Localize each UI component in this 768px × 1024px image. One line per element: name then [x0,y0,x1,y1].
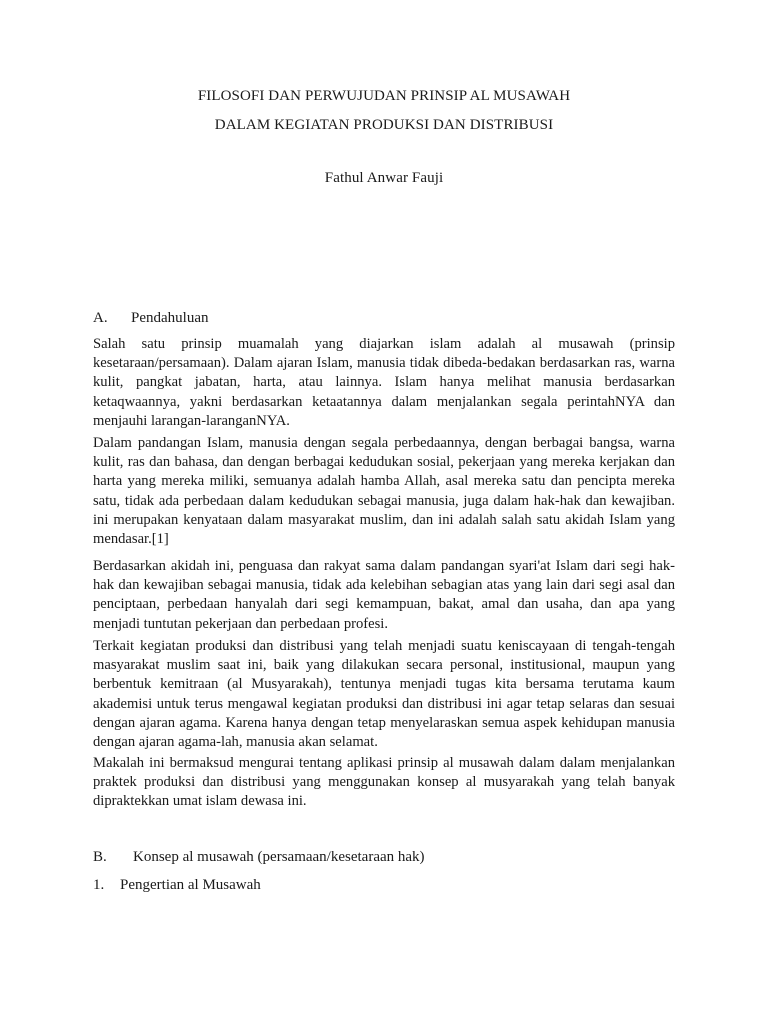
paragraph-1: Salah satu prinsip muamalah yang diajarkan islam adalah al musawah (prinsip kesetaraan/persamaan). Dalam ajaran Islam, manusia tidak dibeda-bedakan berdasarkan ras, warna kulit, pangkat jabatan, harta, atau lainnya. Islam hanya melihat manusia berdasarkan ketaqwaannya, yakni berdasarkan ketaatannya dalam menjalankan segala perintahNYA dan menjauhi larangan-laranganNYA. [93,336,675,429]
paragraph-4: Terkait kegiatan produksi dan distribusi yang telah menjadi suatu keniscayaan di tengah-tengah masyarakat muslim saat ini, baik yang dilakukan secara personal, institusional, maupun yang berbentuk kemitraan (al Musyarakah), tentunya menjadi tugas kita bersama terutama kaum akademisi untuk terus mengawal kegiatan produksi dan distribusi ini agar tetap selaras dan sesuai dengan ajaran agama. Karena hanya dengan tetap menyelaraskan semua aspek kehidupan manusia dengan ajaran agama-lah, manusia akan selamat. [93,638,675,751]
paragraph-5: Makalah ini bermaksud mengurai tentang aplikasi prinsip al musawah dalam dalam menjalankan praktek produksi dan distribusi yang menggunakan konsep al musyarakah yang telah banyak dipraktekkan umat islam dewasa ini. [93,755,675,810]
subsection-1-heading [93,877,261,894]
document-author: Fathul Anwar Fauji [324,170,444,186]
section-a-title: Pendahuluan [131,310,209,326]
section-a-heading [93,310,208,327]
paragraph-2: Dalam pandangan Islam, manusia dengan segala perbedaannya, dengan berbagai bangsa, warna kulit, ras dan bahasa, dan dengan berbagai kedudukan sosial, pekerjaan yang mereka kerjakan dan harta yang mereka miliki, semuanya adalah hamba Allah, asal mereka satu dan pencipta mereka satu, tidak ada perbedaan dalam kedudukan sebagai manusia, juga dalam hak-hak dan kewajiban. ini merupakan kenyataan dalam masyarakat muslim, dan ini adalah salah satu akidah Islam yang mendasar.[1] [93,435,675,548]
section-a-marker: A. [93,310,108,326]
document-title-line-2: DALAM KEGIATAN PRODUKSI DAN DISTRIBUSI [214,117,554,133]
section-b-heading [93,849,425,866]
document-title-line-1: FILOSOFI DAN PERWUJUDAN PRINSIP AL MUSAWAH [197,88,571,104]
section-b-title: Konsep al musawah (persamaan/kesetaraan hak) [133,849,425,865]
paragraph-3: Berdasarkan akidah ini, penguasa dan rakyat sama dalam pandangan syari'at Islam dari segi hak-hak dan kewajiban sebagai manusia, tidak ada kelebihan sebagian atas yang lain dari segi asal dan penciptaan, perbedaan hanyalah dari segi kemampuan, bakat, amal dan usaha, dan apa yang menjadi tuntutan pekerjaan dan perbedaan profesi. [93,558,675,632]
section-b-marker: B. [93,849,107,865]
subsection-1-marker: 1. [93,877,105,893]
subsection-1-title: Pengertian al Musawah [120,877,261,893]
